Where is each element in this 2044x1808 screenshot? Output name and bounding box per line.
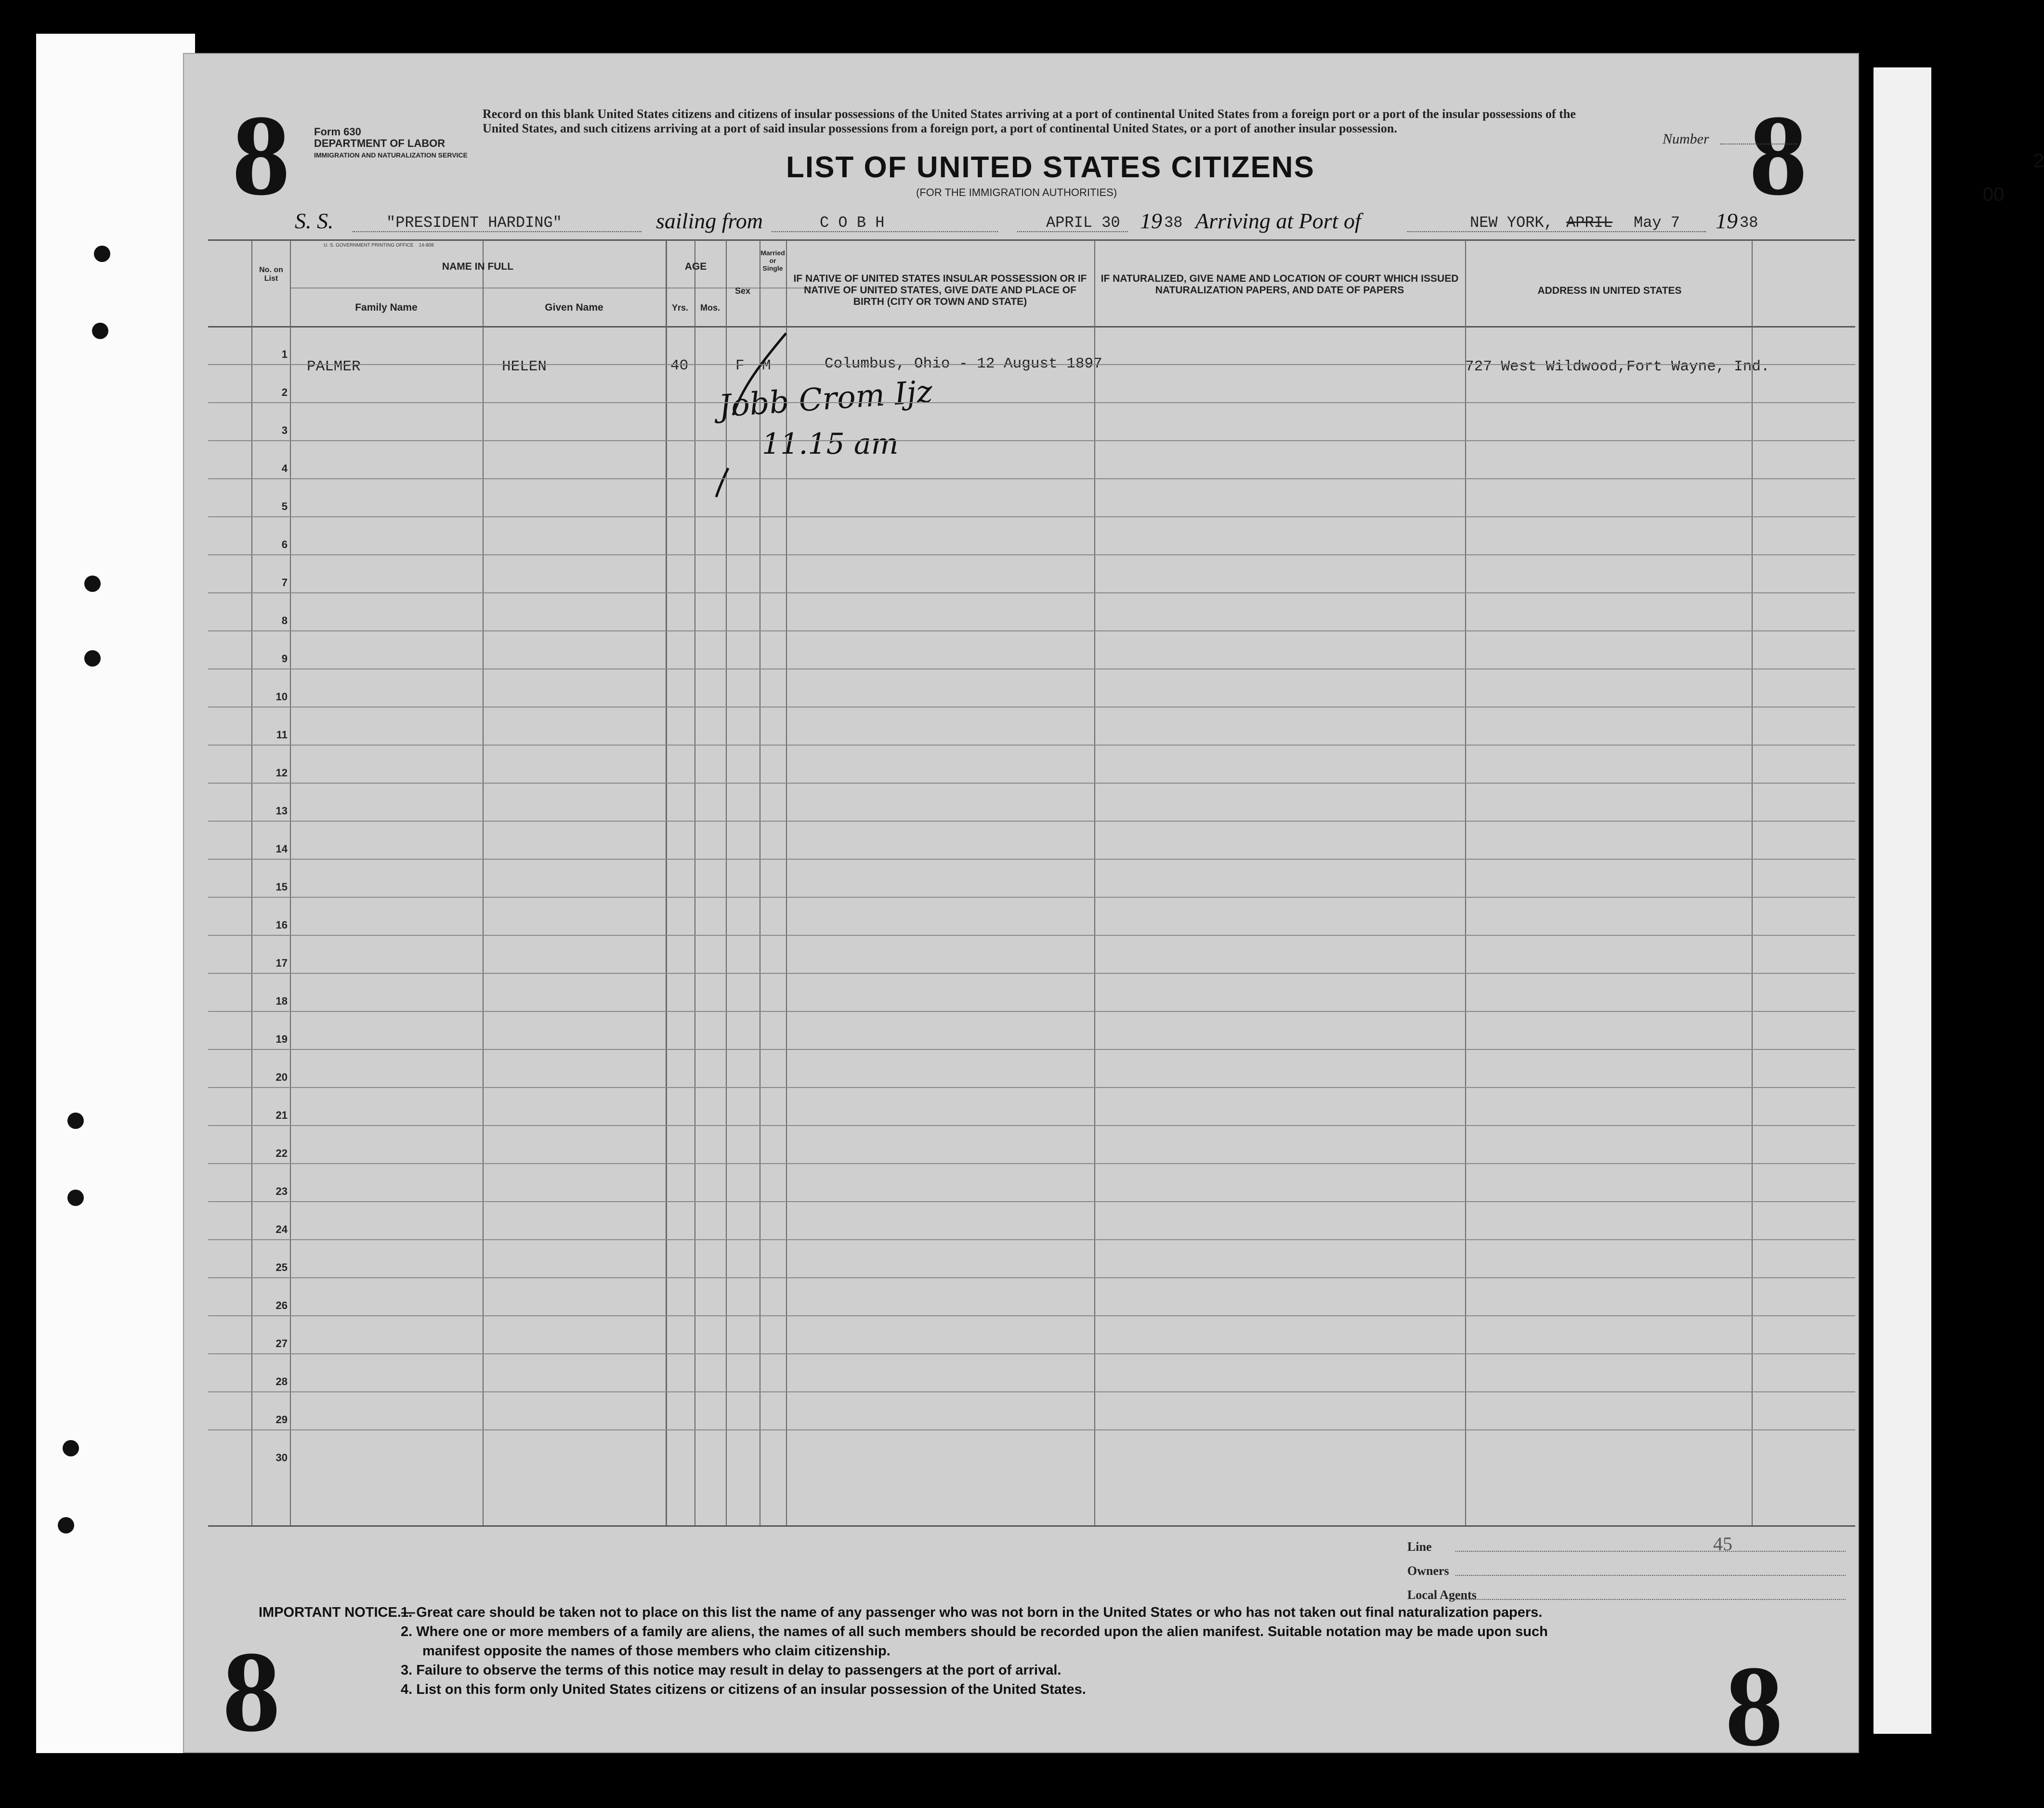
sex-cell: F: [735, 357, 745, 374]
edge-mark: 00: [1983, 184, 2005, 205]
notice-item: 4. List on this form only United States citizens or citizens of an insular possession of the United States.: [401, 1682, 1086, 1697]
departure-port: C O B H: [820, 214, 885, 232]
page-title: LIST OF UNITED STATES CITIZENS: [786, 151, 1315, 184]
row-divider: [208, 1201, 1855, 1202]
local-agents-label: Local Agents: [1407, 1588, 1477, 1602]
line-label: Line: [1407, 1540, 1432, 1554]
row-number: 30: [275, 1452, 288, 1464]
sailing-year: 38: [1164, 214, 1183, 232]
row-divider: [208, 516, 1855, 517]
sex-header: Sex: [734, 286, 751, 296]
address-header: ADDRESS IN UNITED STATES: [1537, 285, 1682, 296]
sailing-date: APRIL 30: [1046, 214, 1120, 232]
local-agents-field: [1455, 1599, 1846, 1600]
punch-hole-icon: [84, 650, 101, 667]
age-header: AGE: [684, 261, 707, 272]
row-divider: [208, 935, 1855, 936]
arrival-date: May 7: [1634, 214, 1680, 232]
row-number: 9: [281, 653, 288, 665]
sailing-year-prefix: 19: [1140, 209, 1162, 233]
corner-numeral: 8: [232, 91, 290, 219]
naturalized-header: IF NATURALIZED, GIVE NAME AND LOCATION OF COURT WHICH ISSUED NATURALIZATION PAPERS, AND DATE OF PAPERS: [1101, 273, 1459, 296]
row-number: 14: [275, 843, 288, 855]
arrival-year-prefix: 19: [1716, 209, 1738, 233]
row-number: 25: [275, 1261, 288, 1273]
row-divider: [208, 1429, 1855, 1430]
punch-hole-icon: [92, 323, 108, 339]
row-divider: [208, 592, 1855, 593]
form-identifier: Form 630 DEPARTMENT OF LABOR IMMIGRATION AND NATURALIZATION SERVICE: [314, 126, 468, 159]
row-divider: [208, 1239, 1855, 1240]
corner-numeral: 8: [1749, 91, 1807, 219]
row-number: 7: [281, 576, 288, 589]
given-name-header: Given Name: [545, 302, 603, 313]
page-number: 45: [1713, 1533, 1732, 1555]
row-divider: [208, 402, 1855, 403]
punch-hole-icon: [63, 1440, 79, 1456]
punch-hole-icon: [58, 1517, 74, 1533]
ship-name: "PRESIDENT HARDING": [386, 214, 562, 232]
row-number: 5: [281, 500, 288, 512]
row-number: 17: [275, 957, 288, 969]
row-divider: [208, 783, 1855, 784]
row-number: 19: [275, 1033, 288, 1045]
age-months-header: Mos.: [700, 303, 720, 313]
row-divider: [208, 1391, 1855, 1392]
back-sheet: [1874, 67, 1931, 1734]
row-number: 18: [275, 995, 288, 1007]
row-number: 23: [275, 1185, 288, 1197]
notice-item: 1. Great care should be taken not to place on this list the name of any passenger who was not born in the United States or who has not taken out final naturalization papers.: [401, 1605, 1543, 1620]
sailing-from-label: sailing from: [656, 209, 763, 233]
ss-label: S. S.: [295, 209, 334, 233]
punch-hole-icon: [67, 1190, 84, 1206]
row-divider: [208, 1125, 1855, 1126]
manifest-page: [183, 53, 2044, 1770]
row-divider: [208, 897, 1855, 898]
owners-label: Owners: [1407, 1564, 1449, 1578]
row-number: 24: [275, 1223, 288, 1235]
age-years-header: Yrs.: [671, 303, 689, 313]
handwritten-time: 11.15 am: [762, 427, 899, 461]
line-field: [1455, 1551, 1846, 1552]
printing-office: U. S. GOVERNMENT PRINTING OFFICE 14-808: [324, 243, 434, 248]
row-number: 3: [281, 424, 288, 436]
no-on-list-header: No. on List: [259, 266, 283, 283]
birth-header: IF NATIVE OF UNITED STATES INSULAR POSSESSION OR IF NATIVE OF UNITED STATES, GIVE DATE AND PLACE OF BIRTH (CITY OR TOWN AND STATE): [793, 273, 1087, 307]
record-instructions: Record on this blank United States citizens and citizens of insular possessions of the United States arriving at a port of continental United States from a foreign port or a port of the insular possessions of the United States, and such citizens arriving at a port of said insular possessions from a foreign port, a port of continental United States, or a port of another insular possession.: [483, 107, 1576, 135]
binder-strip: [36, 34, 195, 1753]
row-number: 11: [276, 729, 288, 741]
marital-cell: M: [762, 357, 771, 374]
notice-item: 2. Where one or more members of a family are aliens, the names of all such members should be recorded upon the alien manifest. Suitable notation may be made upon such: [401, 1624, 1548, 1639]
row-number: 16: [275, 919, 288, 931]
notice-heading: IMPORTANT NOTICE.—: [259, 1605, 415, 1620]
number-label: Number: [1663, 131, 1709, 147]
row-number: 6: [281, 538, 288, 550]
row-number: 28: [275, 1376, 288, 1388]
notice-item: 3. Failure to observe the terms of this notice may result in delay to passengers at the port of arrival.: [401, 1663, 1061, 1678]
row-divider: [208, 973, 1855, 974]
row-divider: [208, 745, 1855, 746]
birth-cell: Columbus, Ohio - 12 August 1897: [825, 355, 1102, 372]
departure-port-line: [772, 231, 998, 232]
row-number: 4: [281, 462, 288, 474]
row-number: 22: [275, 1147, 288, 1159]
row-divider: [208, 859, 1855, 860]
row-number: 21: [275, 1109, 288, 1121]
row-number: 20: [275, 1071, 288, 1083]
row-divider: [208, 554, 1855, 555]
row-number: 15: [275, 881, 288, 893]
row-divider: [208, 1163, 1855, 1164]
row-divider: [208, 364, 1855, 365]
row-number: 27: [275, 1337, 288, 1349]
arrival-year: 38: [1740, 214, 1758, 232]
arriving-label: Arriving at Port of: [1195, 209, 1361, 233]
row-divider: [208, 478, 1855, 479]
edge-mark: 2: [2033, 150, 2044, 171]
address-cell: 727 West Wildwood,Fort Wayne, Ind.: [1465, 358, 1770, 375]
arrival-struck-date: APRIL: [1566, 214, 1613, 232]
corner-numeral: 8: [223, 1627, 280, 1756]
row-number: 13: [275, 805, 288, 817]
name-in-full-header: NAME IN FULL: [442, 261, 514, 272]
row-number: 10: [275, 691, 288, 703]
corner-numeral: 8: [1725, 1642, 1783, 1770]
sailing-date-line: [1017, 231, 1128, 232]
row-divider: [208, 1087, 1855, 1088]
row-number: 2: [281, 386, 288, 398]
row-divider: [208, 440, 1855, 441]
page-subtitle: (FOR THE IMMIGRATION AUTHORITIES): [916, 186, 1117, 198]
family-name-cell: PALMER: [307, 358, 361, 375]
punch-hole-icon: [67, 1113, 84, 1129]
row-divider: [208, 1315, 1855, 1316]
row-divider: [208, 1011, 1855, 1012]
family-name-header: Family Name: [355, 302, 418, 313]
punch-hole-icon: [84, 576, 101, 592]
row-divider: [208, 821, 1855, 822]
punch-hole-icon: [94, 246, 110, 262]
row-divider: [208, 1049, 1855, 1050]
row-number: 26: [275, 1299, 288, 1311]
row-divider: [208, 630, 1855, 631]
ship-name-line: [353, 231, 642, 232]
row-number: 8: [281, 615, 288, 627]
row-number: 1: [281, 348, 288, 360]
notice-item: manifest opposite the names of those members who claim citizenship.: [422, 1643, 891, 1659]
handwritten-stroke-icon: [690, 324, 810, 507]
row-number: 29: [275, 1414, 288, 1426]
row-divider: [208, 1277, 1855, 1278]
row-divider: [208, 1353, 1855, 1354]
marital-header: Married or Single: [760, 249, 785, 272]
row-divider: [208, 668, 1855, 669]
owners-field: [1455, 1575, 1846, 1576]
row-number: 12: [275, 767, 288, 779]
arrival-port: NEW YORK,: [1470, 214, 1553, 232]
handwritten-signature: Jobb Crom Ijz: [717, 374, 934, 425]
age-years-cell: 40: [670, 357, 689, 374]
arrival-line: [1407, 231, 1706, 232]
given-name-cell: HELEN: [502, 358, 547, 375]
